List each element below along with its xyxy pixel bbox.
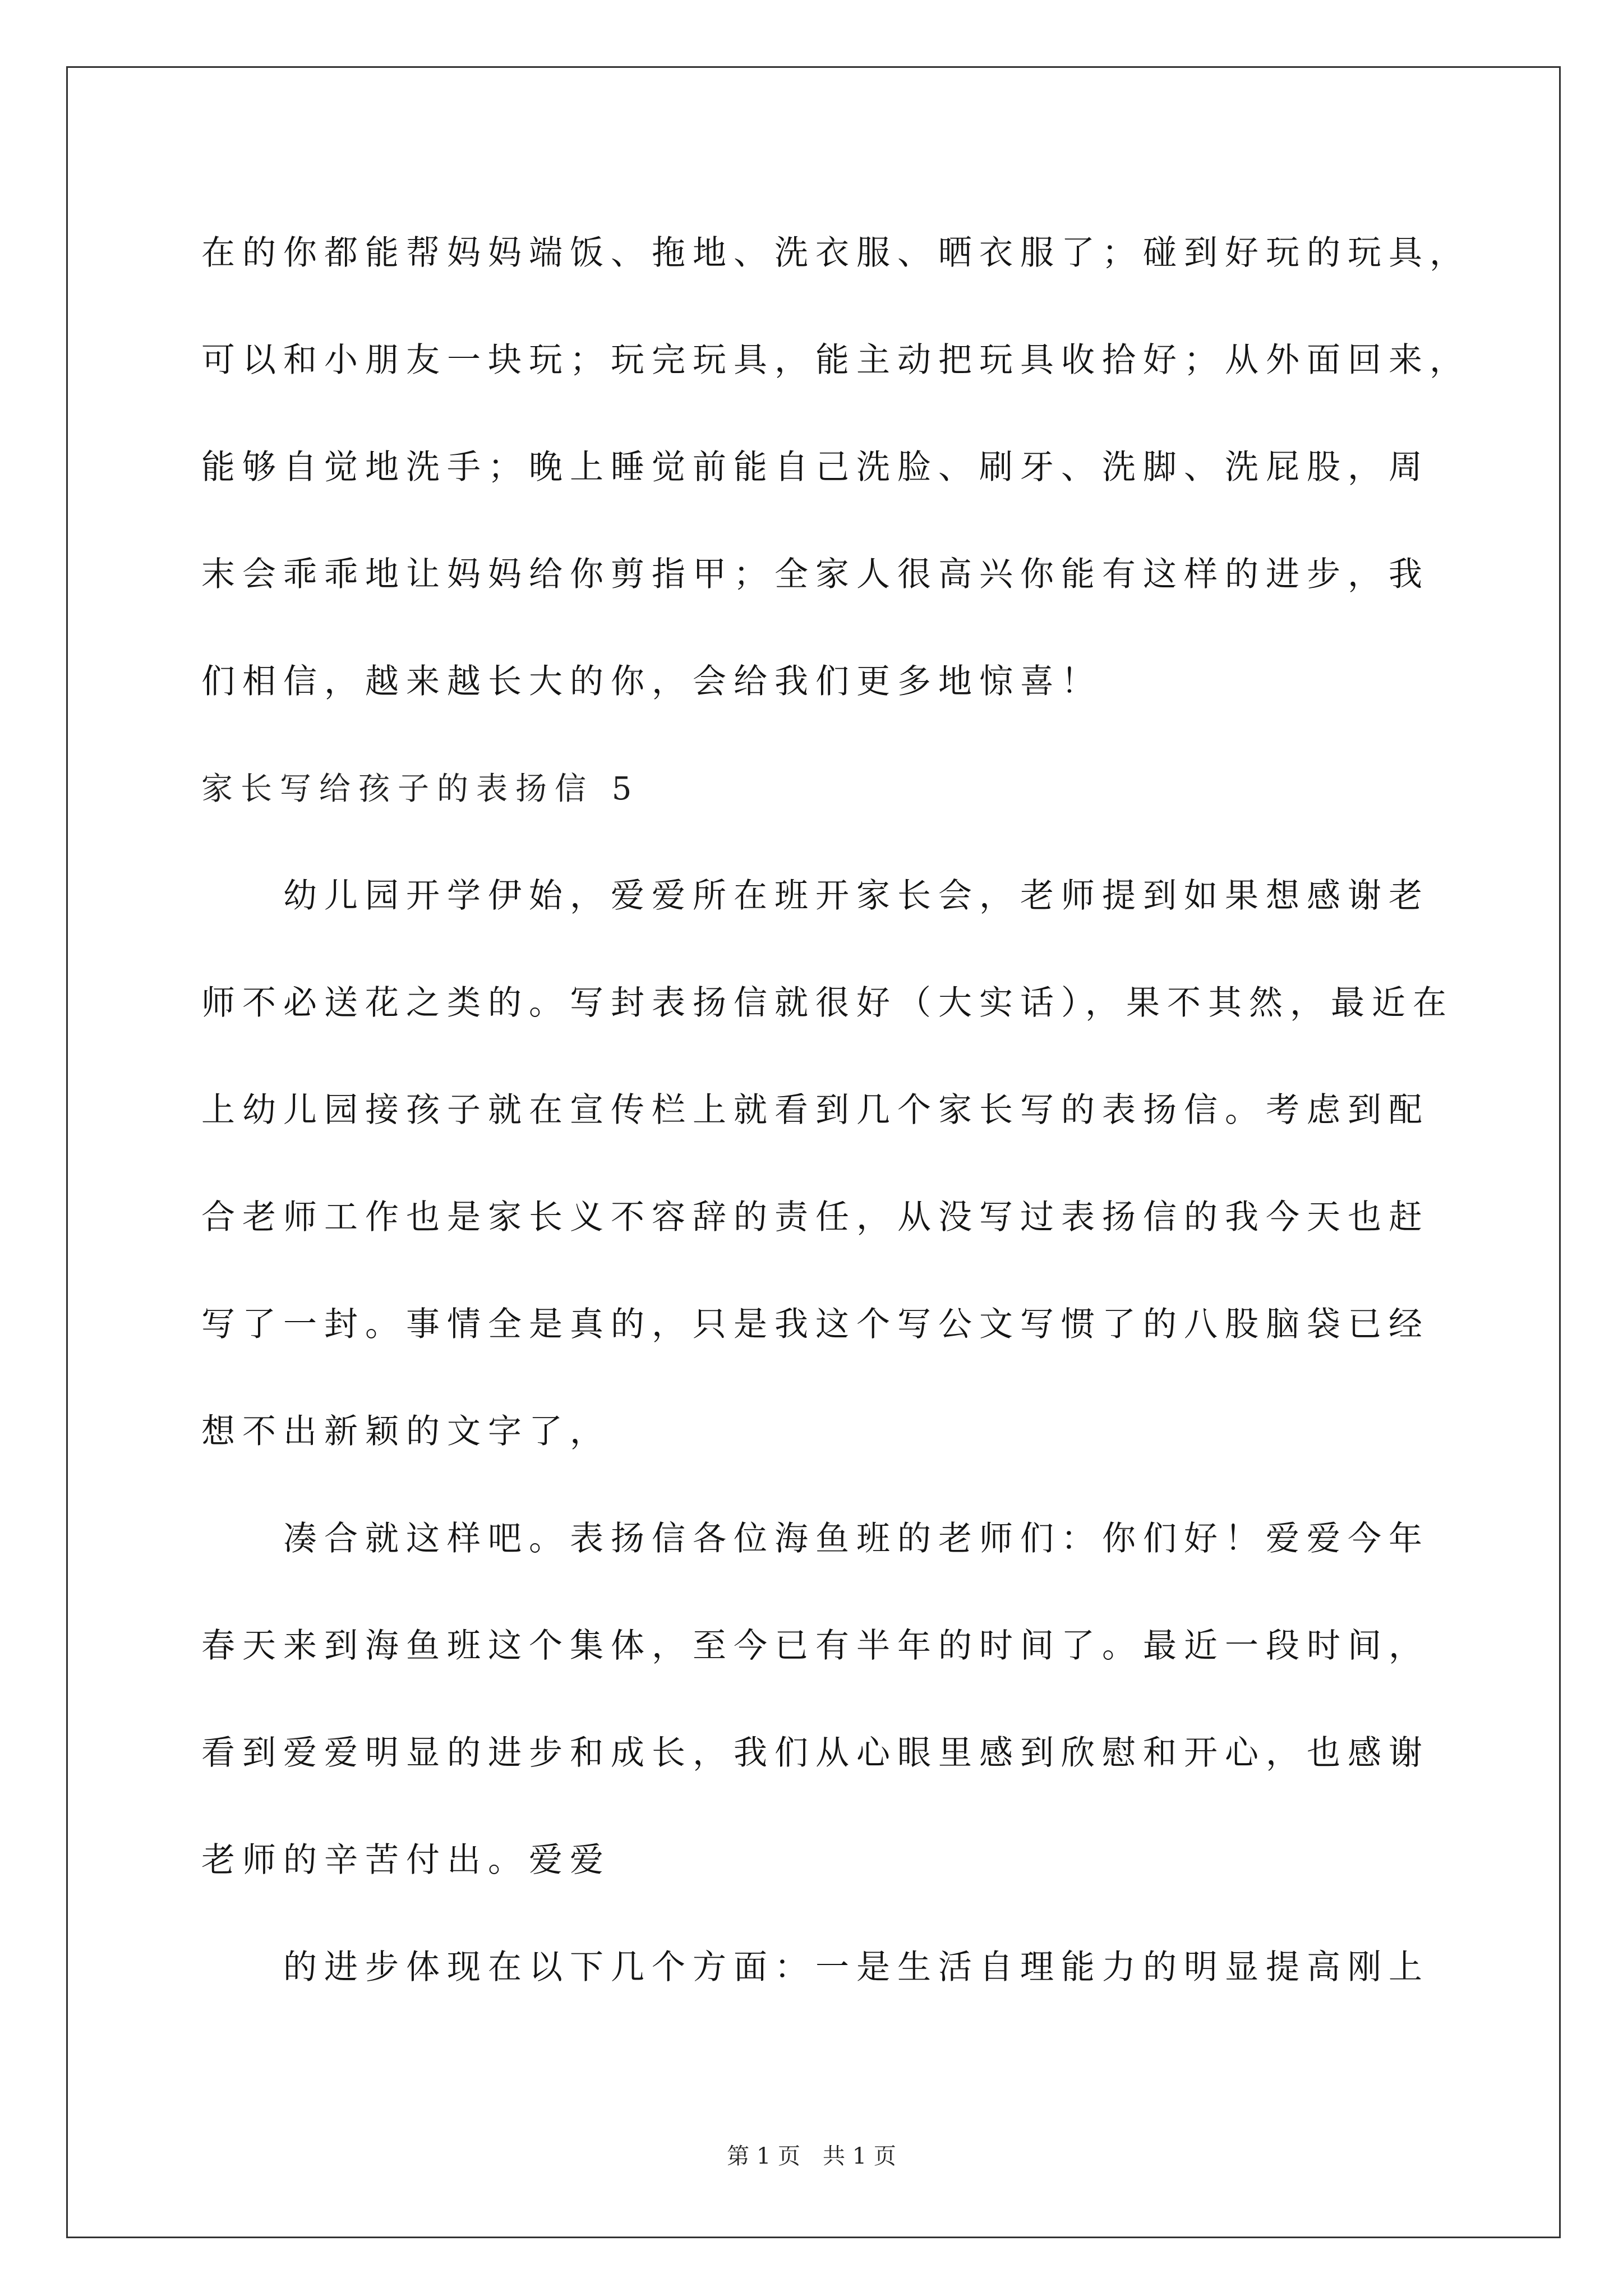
- section-heading: 家长写给孩子的表扬信 5: [201, 771, 640, 807]
- paragraph: [201, 1485, 1491, 1914]
- page-footer: 第 1 页 共 1 页: [727, 2143, 896, 2169]
- text-line: 能够自觉地洗手；晚上睡觉前能自己洗脸、刷牙、洗脚、洗屁股，周: [201, 448, 1430, 487]
- text-line: 看到爱爱明显的进步和成长，我们从心眼里感到欣慰和开心，也感谢: [201, 1733, 1430, 1773]
- paragraph: [201, 843, 1491, 1485]
- text-line: 可以和小朋友一块玩；玩完玩具，能主动把玩具收拾好；从外面回来，: [201, 341, 1470, 380]
- text-line: 写了一封。事情全是真的，只是我这个写公文写惯了的八股脑袋已经: [201, 1305, 1430, 1344]
- text-line: 的进步体现在以下几个方面：一是生活自理能力的明显提高刚上: [283, 1948, 1430, 1987]
- text-line: 合老师工作也是家长义不容辞的责任，从没写过表扬信的我今天也赶: [201, 1198, 1430, 1237]
- continued-paragraph: [201, 200, 1491, 735]
- text-line: 春天来到海鱼班这个集体，至今已有半年的时间了。最近一段时间，: [201, 1626, 1430, 1665]
- text-line: 幼儿园开学伊始，爱爱所在班开家长会，老师提到如果想感谢老: [283, 876, 1430, 915]
- page-body: [201, 200, 1491, 2021]
- text-line: 末会乖乖地让妈妈给你剪指甲；全家人很高兴你能有这样的进步，我: [201, 555, 1430, 594]
- text-line: 们相信，越来越长大的你，会给我们更多地惊喜！: [201, 662, 1102, 701]
- paragraph: [201, 1914, 1491, 2021]
- text-line: 在的你都能帮妈妈端饭、拖地、洗衣服、晒衣服了；碰到好玩的玩具，: [201, 233, 1470, 273]
- text-line: 老师的辛苦付出。爱爱: [201, 1841, 611, 1880]
- text-line: 想不出新颖的文字了，: [201, 1412, 611, 1451]
- text-line: 师不必送花之类的。写封表扬信就很好（大实话），果不其然，最近在: [201, 983, 1454, 1023]
- text-line: 上幼儿园接孩子就在宣传栏上就看到几个家长写的表扬信。考虑到配: [201, 1091, 1430, 1130]
- text-line: 凑合就这样吧。表扬信各位海鱼班的老师们：你们好！爱爱今年: [283, 1519, 1430, 1558]
